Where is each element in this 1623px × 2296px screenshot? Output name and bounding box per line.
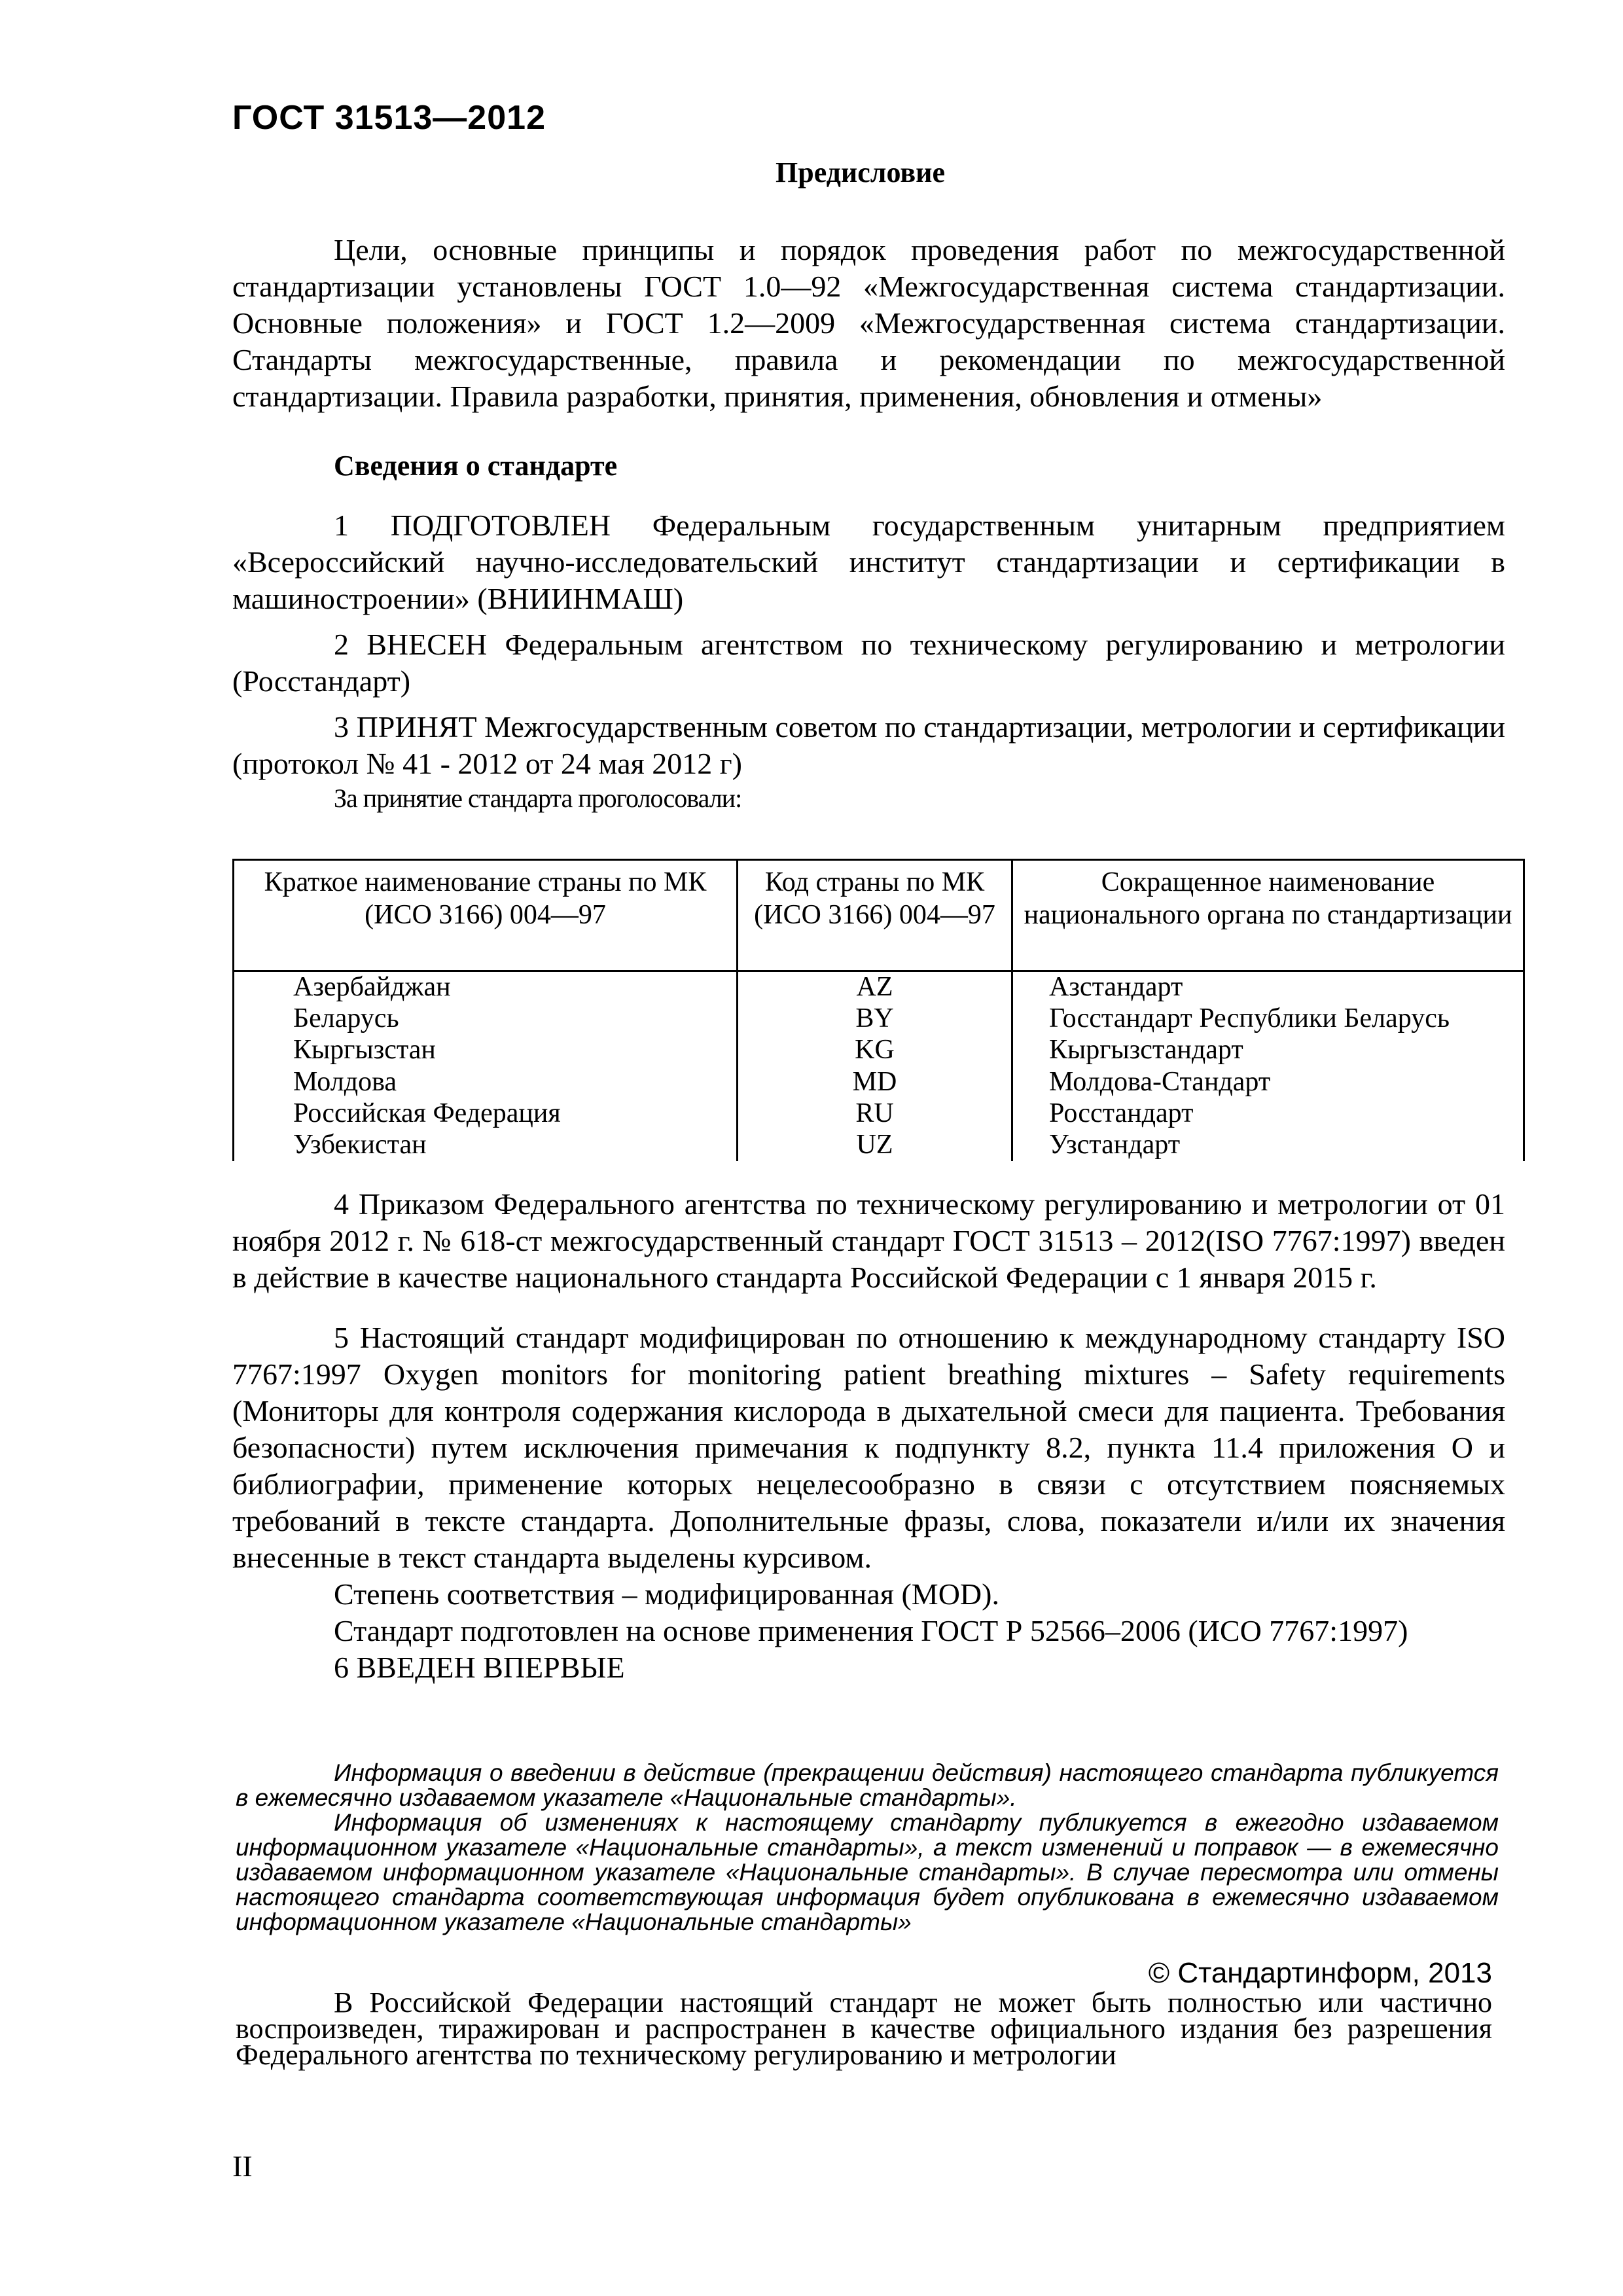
code-cell: UZ (738, 1130, 1012, 1161)
country-cell: Узбекистан (234, 1130, 738, 1161)
code-cell: MD (738, 1067, 1012, 1098)
header-country-code: Код страны по МК (ИСО 3166) 004—97 (738, 860, 1012, 971)
reproduction-notice (236, 1986, 1492, 2071)
item-6-paragraph: 6 ВВЕДЕН ВПЕРВЫЕ (334, 1651, 625, 1684)
conformity-line: Степень соответствия – модифицированная (MOD). (334, 1577, 999, 1611)
body-cell: Молдова-Стандарт (1012, 1067, 1524, 1098)
code-cell: AZ (738, 971, 1012, 1004)
table-row (234, 1035, 1524, 1066)
page-number: II (232, 2149, 253, 2183)
body-cell: Узстандарт (1012, 1130, 1524, 1161)
copyright-line: © Стандартинформ, 2013 (1148, 1957, 1492, 1989)
table-row (234, 1130, 1524, 1161)
country-cell: Азербайджан (234, 971, 738, 1004)
code-cell: RU (738, 1098, 1012, 1130)
foreword-heading: Предисловие (776, 156, 946, 188)
standard-info-heading: Сведения о стандарте (334, 450, 618, 482)
table-row (234, 971, 1524, 1004)
standard-items-section (232, 1186, 1505, 1686)
country-cell: Молдова (234, 1067, 738, 1098)
country-cell: Российская Федерация (234, 1098, 738, 1130)
item-3-paragraph: 3 ПРИНЯТ Межгосударственным советом по стандартизации, метрологии и сертификации (протокол № 41 - 2012 от 24 мая 2012 г) (232, 710, 1505, 780)
table-row (234, 1067, 1524, 1098)
item-1-paragraph: 1 ПОДГОТОВЛЕН Федеральным государственным унитарным предприятием «Всероссийский научно-исследовательский институт стандартизации и сертификации в машиностроении» (ВНИИНМАШ) (232, 509, 1505, 615)
foreword-paragraph: Цели, основные принципы и порядок проведения работ по межгосударственной стандартизации установлены ГОСТ 1.0—92 «Межгосударственная система стандартизации. Основные положения» и ГОСТ 1.2—2009 «Межгосударственная система стандартизации. Стандарты межгосударственные, правила и рекомендации по межгосударственной стандартизации. Правила разработки, принятия, применения, обновления и отмены» (232, 233, 1505, 413)
table-row (234, 1003, 1524, 1035)
table-row (234, 1098, 1524, 1130)
item-4-paragraph: 4 Приказом Федерального агентства по техническому регулированию и метрологии от 01 ноября 2012 г. № 618-ст межгосударственный стандарт ГОСТ 31513 – 2012(ISO 7767:1997) введен в действие в качестве национального стандарта Российской Федерации с 1 января 2015 г. (232, 1187, 1505, 1294)
item-2-paragraph: 2 ВНЕСЕН Федеральным агентством по техническому регулированию и метрологии (Росстандарт) (232, 628, 1505, 698)
voting-table (232, 859, 1525, 1161)
basis-line: Стандарт подготовлен на основе применения ГОСТ Р 52566–2006 (ИСО 7767:1997) (334, 1614, 1408, 1647)
voted-label: За принятие стандарта проголосовали: (334, 783, 742, 813)
standard-info-section (232, 507, 1505, 815)
reproduction-paragraph: В Российской Федерации настоящий стандарт не может быть полностью или частично воспроизведен, тиражирован и распространен в качестве официального издания без разрешения Федерального агентства по техническому регулированию и метрологии (236, 1986, 1492, 2071)
notice-paragraph-1: Информация о введении в действие (прекращении действия) настоящего стандарта публикуется в ежемесячно издаваемом указателе «Национальные стандарты». (236, 1759, 1499, 1811)
header-country-name: Краткое наименование страны по МК (ИСО 3166) 004—97 (234, 860, 738, 971)
code-cell: KG (738, 1035, 1012, 1066)
document-title: ГОСТ 31513—2012 (232, 99, 546, 137)
body-cell: Азстандарт (1012, 971, 1524, 1004)
body-cell: Госстандарт Республики Беларусь (1012, 1003, 1524, 1035)
publication-notice (236, 1761, 1499, 1935)
code-cell: BY (738, 1003, 1012, 1035)
voting-table-container (232, 859, 1525, 1161)
table-header-row (234, 860, 1524, 971)
country-cell: Беларусь (234, 1003, 738, 1035)
country-cell: Кыргызстан (234, 1035, 738, 1066)
item-5-paragraph: 5 Настоящий стандарт модифицирован по отношению к международному стандарту ISO 7767:1997 Oxygen monitors for monitoring patient breathing mixtures – Safety requirements (Мониторы для контроля содержания кислорода в дыхательной смеси для пациента. Требования безопасности) путем исключения примечания к подпункту 8.2, пункта 11.4 приложения О и библиографии, применение которых нецелесообразно в связи с отсутствием поясняемых требований в тексте стандарта. Дополнительные фразы, слова, показатели и/или их значения внесенные в текст стандарта выделены курсивом. (232, 1321, 1505, 1574)
foreword-section (232, 232, 1505, 415)
header-national-body: Сокращенное наименование национального органа по стандартизации (1012, 860, 1524, 971)
body-cell: Росстандарт (1012, 1098, 1524, 1130)
body-cell: Кыргызстандарт (1012, 1035, 1524, 1066)
notice-paragraph-2: Информация об изменениях к настоящему стандарту публикуется в ежегодно издаваемом информационном указателе «Национальные стандарты», а текст изменений и поправок — в ежемесячно издаваемом информационном указателе «Национальные стандарты». В случае пересмотра или отмены настоящего стандарта соответствующая информация будет опубликована в ежемесячно издаваемом информационном указателе «Национальные стандарты» (236, 1809, 1499, 1935)
